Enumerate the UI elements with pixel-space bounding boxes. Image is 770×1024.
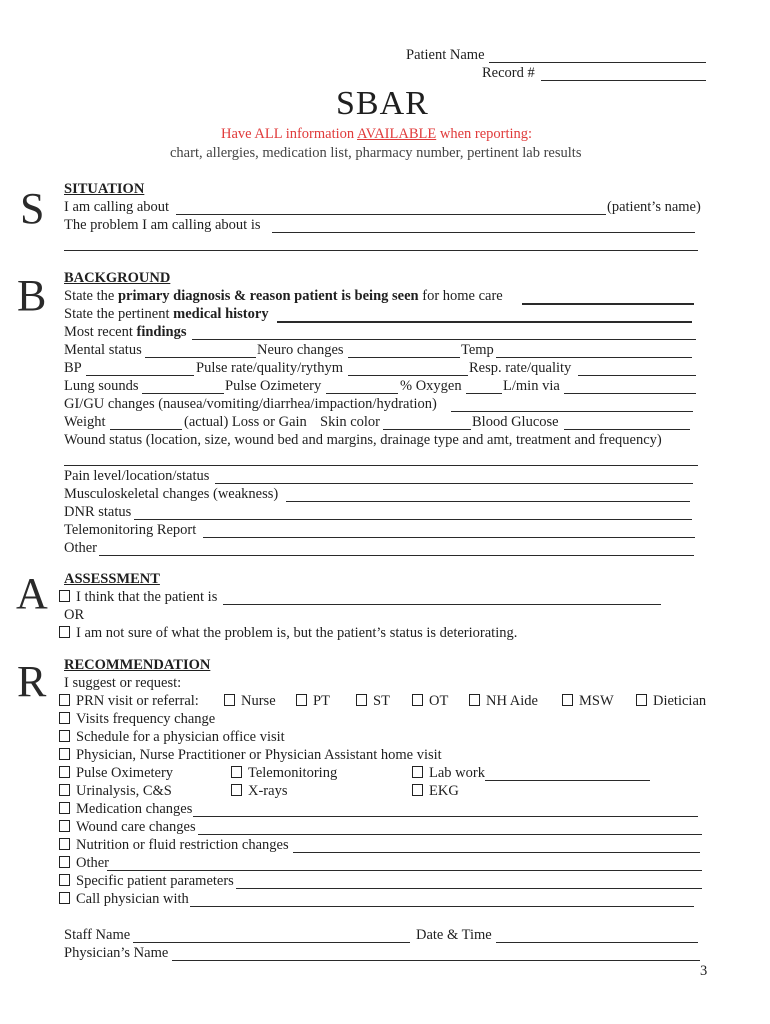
assessment-letter: A [16, 569, 48, 618]
primary-dx-pre: State the [64, 288, 118, 304]
telemonitoring-option[interactable] [231, 765, 337, 782]
history-bold: medical history [173, 306, 269, 322]
xrays-checkbox[interactable] [231, 784, 242, 796]
other-rec-checkbox[interactable] [59, 856, 70, 868]
lab-work-checkbox[interactable] [412, 766, 423, 778]
schedule-option[interactable] [59, 729, 285, 746]
neuro-changes-label: Neuro changes [257, 342, 344, 358]
date-time-field[interactable] [496, 942, 698, 943]
specific-params-option[interactable] [59, 873, 234, 890]
skin-color-field[interactable] [383, 429, 471, 430]
page-title: SBAR [336, 85, 429, 122]
lung-sounds-label: Lung sounds [64, 378, 139, 394]
home-visit-label: Physician, Nurse Practitioner or Physician Assistant home visit [76, 747, 442, 763]
nh-aide-label: NH Aide [486, 693, 538, 709]
physician-name-field[interactable] [172, 960, 700, 961]
visits-freq-checkbox[interactable] [59, 712, 70, 724]
temp-label: Temp [461, 342, 494, 358]
dietician-checkbox[interactable] [636, 694, 647, 706]
ot-option[interactable] [412, 693, 448, 710]
notice-available: AVAILABLE [356, 126, 437, 142]
patient-name-field[interactable] [489, 62, 706, 63]
recommendation-heading: RECOMMENDATION [64, 657, 211, 673]
recommendation-letter: R [17, 657, 47, 706]
telemonitoring-label: Telemonitoring [248, 765, 338, 781]
not-sure-option[interactable] [59, 625, 517, 642]
pulse-rate-label: Pulse rate/quality/rythym [196, 360, 343, 376]
l-min-field[interactable] [564, 393, 696, 394]
telemon-label: Telemonitoring Report [64, 522, 197, 538]
wound-care-field[interactable] [198, 834, 702, 835]
wound-status-field[interactable] [64, 465, 698, 466]
dnr-field[interactable] [134, 519, 692, 520]
findings-pre: Most recent [64, 324, 137, 340]
not-sure-label: I am not sure of what the problem is, but the patient’s status is deteriorating. [76, 625, 518, 641]
patient-name-label: Patient Name [406, 47, 485, 63]
history-label [64, 306, 269, 323]
findings-label [64, 324, 186, 341]
pain-label: Pain level/location/status [64, 468, 210, 484]
specific-params-checkbox[interactable] [59, 874, 70, 886]
ot-checkbox[interactable] [412, 694, 423, 706]
pt-label: PT [313, 693, 330, 709]
gi-gu-field[interactable] [451, 411, 693, 412]
wound-care-checkbox[interactable] [59, 820, 70, 832]
record-field[interactable] [541, 80, 706, 81]
telemon-field[interactable] [203, 537, 695, 538]
pulse-oximetery-checkbox[interactable] [59, 766, 70, 778]
prn-checkbox[interactable] [59, 694, 70, 706]
bp-field[interactable] [86, 375, 194, 376]
notice-post: when reporting: [436, 126, 533, 142]
staff-name-label: Staff Name [64, 927, 131, 943]
l-min-label: L/min via [503, 378, 560, 394]
problem-label: The problem I am calling about is [64, 217, 261, 233]
or-label: OR [64, 607, 85, 623]
gi-gu-label: GI/GU changes (nausea/vomiting/diarrhea/impaction/hydration) [64, 396, 437, 412]
nurse-option[interactable] [224, 693, 276, 710]
nutrition-option[interactable] [59, 837, 289, 854]
lab-work-label: Lab work [429, 765, 485, 781]
pulse-rate-field[interactable] [348, 375, 468, 376]
musculo-label: Musculoskeletal changes (weakness) [64, 486, 279, 502]
other-rec-option[interactable] [59, 855, 109, 872]
notice-list: chart, allergies, medication list, pharmacy number, pertinent lab results [170, 145, 582, 161]
findings-bold: findings [136, 324, 187, 340]
urinalysis-checkbox[interactable] [59, 784, 70, 796]
st-checkbox[interactable] [356, 694, 367, 706]
lab-work-option[interactable] [412, 765, 485, 782]
bp-label: BP [64, 360, 82, 376]
med-changes-option[interactable] [59, 801, 192, 818]
situation-letter: S [20, 184, 45, 233]
pct-oxygen-field[interactable] [466, 393, 502, 394]
assessment-heading: ASSESSMENT [64, 571, 160, 587]
pulse-oximetery-option[interactable] [59, 765, 173, 782]
ot-label: OT [429, 693, 449, 709]
ekg-option[interactable] [412, 783, 459, 800]
think-field[interactable] [223, 604, 661, 605]
weight-label: Weight [64, 414, 106, 430]
wound-care-option[interactable] [59, 819, 196, 836]
xrays-label: X-rays [248, 783, 288, 799]
history-field[interactable] [277, 321, 692, 323]
problem-field-line2[interactable] [64, 250, 698, 251]
record-label: Record # [482, 65, 535, 81]
prn-option[interactable] [59, 693, 199, 710]
blood-glucose-label: Blood Glucose [472, 414, 559, 430]
nurse-checkbox[interactable] [224, 694, 235, 706]
nutrition-checkbox[interactable] [59, 838, 70, 850]
findings-field[interactable] [192, 339, 696, 340]
page-number: 3 [700, 963, 708, 979]
patients-name-label: (patient’s name) [607, 199, 701, 215]
background-letter: B [17, 271, 47, 320]
lung-sounds-field[interactable] [142, 393, 224, 394]
calling-about-label: I am calling about [64, 199, 170, 215]
pt-checkbox[interactable] [296, 694, 307, 706]
nutrition-field[interactable] [293, 852, 700, 853]
lab-work-field[interactable] [485, 780, 650, 781]
weight-field[interactable] [110, 429, 182, 430]
notice-pre: Have ALL information [221, 126, 357, 142]
urinalysis-label: Urinalysis, C&S [76, 783, 172, 799]
msw-checkbox[interactable] [562, 694, 573, 706]
ekg-label: EKG [429, 783, 459, 799]
wound-care-label: Wound care changes [76, 819, 196, 835]
specific-params-field[interactable] [236, 888, 702, 889]
call-physician-field[interactable] [190, 906, 694, 907]
other-label: Other [64, 540, 98, 556]
med-changes-label: Medication changes [76, 801, 193, 817]
call-physician-option[interactable] [59, 891, 189, 908]
calling-about-field[interactable] [176, 214, 606, 215]
med-changes-field[interactable] [193, 816, 698, 817]
actual-label: (actual) Loss or Gain [184, 414, 307, 430]
med-changes-checkbox[interactable] [59, 802, 70, 814]
primary-dx-label [64, 288, 503, 305]
pain-field[interactable] [215, 483, 693, 484]
specific-params-label: Specific patient parameters [76, 873, 234, 889]
home-visit-option[interactable] [59, 747, 442, 764]
history-pre: State the pertinent [64, 306, 174, 322]
schedule-checkbox[interactable] [59, 730, 70, 742]
pct-oxygen-label: % Oxygen [400, 378, 462, 394]
primary-dx-post: for home care [418, 288, 503, 304]
xrays-option[interactable] [231, 783, 287, 800]
msw-option[interactable] [562, 693, 614, 710]
visits-freq-option[interactable] [59, 711, 215, 728]
neuro-changes-field[interactable] [348, 357, 460, 358]
think-checkbox[interactable] [59, 590, 70, 602]
notice-line [221, 126, 532, 143]
call-physician-checkbox[interactable] [59, 892, 70, 904]
nurse-label: Nurse [241, 693, 276, 709]
nutrition-label: Nutrition or fluid restriction changes [76, 837, 289, 853]
skin-color-label: Skin color [320, 414, 381, 430]
think-label: I think that the patient is [76, 589, 218, 605]
mental-status-field[interactable] [145, 357, 256, 358]
other-field[interactable] [99, 555, 694, 556]
other-rec-label: Other [76, 855, 110, 871]
suggest-label: I suggest or request: [64, 675, 182, 691]
think-option[interactable] [59, 589, 217, 606]
dnr-label: DNR status [64, 504, 132, 520]
primary-dx-bold: primary diagnosis & reason patient is being seen [117, 288, 419, 304]
pulse-ox-field[interactable] [326, 393, 398, 394]
st-label: ST [373, 693, 390, 709]
other-rec-field[interactable] [107, 870, 702, 871]
home-visit-checkbox[interactable] [59, 748, 70, 760]
staff-name-field[interactable] [133, 942, 410, 943]
mental-status-label: Mental status [64, 342, 142, 358]
st-option[interactable] [356, 693, 390, 710]
nh-aide-option[interactable] [469, 693, 538, 710]
dietician-option[interactable] [636, 693, 706, 710]
physician-name-label: Physician’s Name [64, 945, 169, 961]
pulse-oximetery-label: Pulse Oximetery [76, 765, 174, 781]
not-sure-checkbox[interactable] [59, 626, 70, 638]
resp-rate-label: Resp. rate/quality [469, 360, 572, 376]
msw-label: MSW [579, 693, 614, 709]
telemonitoring-checkbox[interactable] [231, 766, 242, 778]
pulse-ox-label: Pulse Ozimetery [225, 378, 322, 394]
background-heading: BACKGROUND [64, 270, 171, 286]
ekg-checkbox[interactable] [412, 784, 423, 796]
temp-field[interactable] [496, 357, 692, 358]
call-physician-label: Call physician with [76, 891, 189, 907]
problem-field[interactable] [272, 232, 695, 233]
resp-rate-field[interactable] [578, 375, 696, 376]
visits-freq-label: Visits frequency change [76, 711, 216, 727]
situation-heading: SITUATION [64, 181, 145, 197]
musculo-field[interactable] [286, 501, 690, 502]
dietician-label: Dietician [653, 693, 707, 709]
nh-aide-checkbox[interactable] [469, 694, 480, 706]
prn-label: PRN visit or referral: [76, 693, 199, 709]
schedule-label: Schedule for a physician office visit [76, 729, 285, 745]
urinalysis-option[interactable] [59, 783, 172, 800]
primary-dx-field[interactable] [522, 303, 694, 305]
pt-option[interactable] [296, 693, 330, 710]
blood-glucose-field[interactable] [564, 429, 690, 430]
date-time-label: Date & Time [416, 927, 492, 943]
wound-status-label: Wound status (location, size, wound bed and margins, drainage type and amt, treatment and frequency) [64, 432, 662, 448]
